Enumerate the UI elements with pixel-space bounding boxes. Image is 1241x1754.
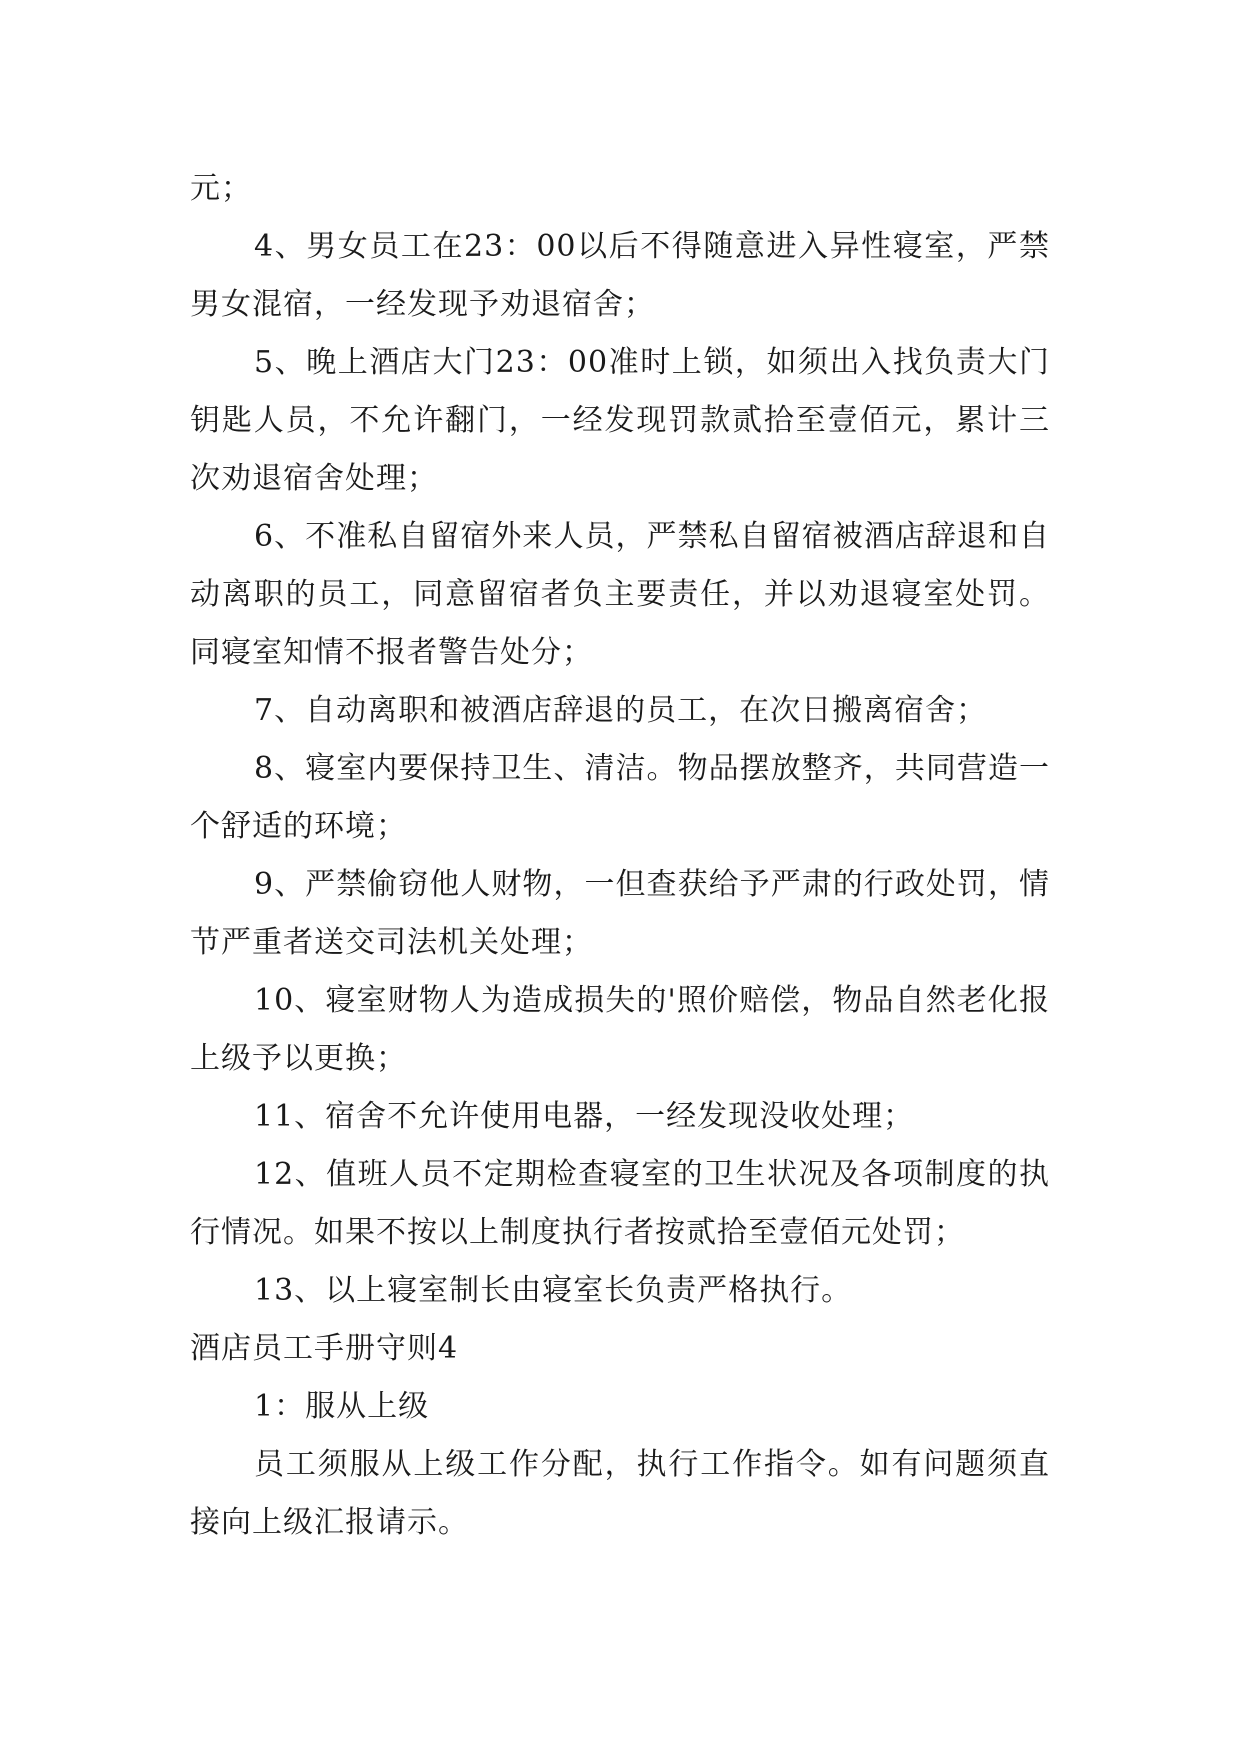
document-body <box>190 160 1050 1552</box>
rule-13: 13、以上寝室制长由寝室长负责严格执行。 <box>254 1273 853 1308</box>
rule-12: 12、值班人员不定期检查寝室的卫生状况及各项制度的执行情况。如果不按以上制度执行者按贰拾至壹佰元处罚； <box>190 1157 1050 1250</box>
rule-6: 6、不准私自留宿外来人员，严禁私自留宿被酒店辞退和自动离职的员工，同意留宿者负主要责任，并以劝退寝室处罚。同寝室知情不报者警告处分； <box>190 519 1050 670</box>
rule-9: 9、严禁偷窃他人财物，一但查获给予严肃的行政处罚，情节严重者送交司法机关处理； <box>190 867 1050 960</box>
paragraph-continuation: 元； <box>190 171 252 206</box>
rule-4: 4、男女员工在23：00以后不得随意进入异性寝室，严禁男女混宿，一经发现予劝退宿舍； <box>190 229 1050 322</box>
subsection-title: 1：服从上级 <box>254 1389 430 1424</box>
subsection-body: 员工须服从上级工作分配，执行工作指令。如有问题须直接向上级汇报请示。 <box>190 1447 1050 1540</box>
rule-8: 8、寝室内要保持卫生、清洁。物品摆放整齐，共同营造一个舒适的环境； <box>190 751 1050 844</box>
rule-10: 10、寝室财物人为造成损失的'照价赔偿，物品自然老化报上级予以更换； <box>190 983 1050 1076</box>
section-heading: 酒店员工手册守则4 <box>190 1331 459 1366</box>
rule-7: 7、自动离职和被酒店辞退的员工，在次日搬离宿舍； <box>254 693 988 728</box>
rule-5: 5、晚上酒店大门23：00准时上锁，如须出入找负责大门钥匙人员，不允许翻门，一经发现罚款贰拾至壹佰元，累计三次劝退宿舍处理； <box>190 345 1050 496</box>
rule-11: 11、宿舍不允许使用电器，一经发现没收处理； <box>254 1099 915 1134</box>
